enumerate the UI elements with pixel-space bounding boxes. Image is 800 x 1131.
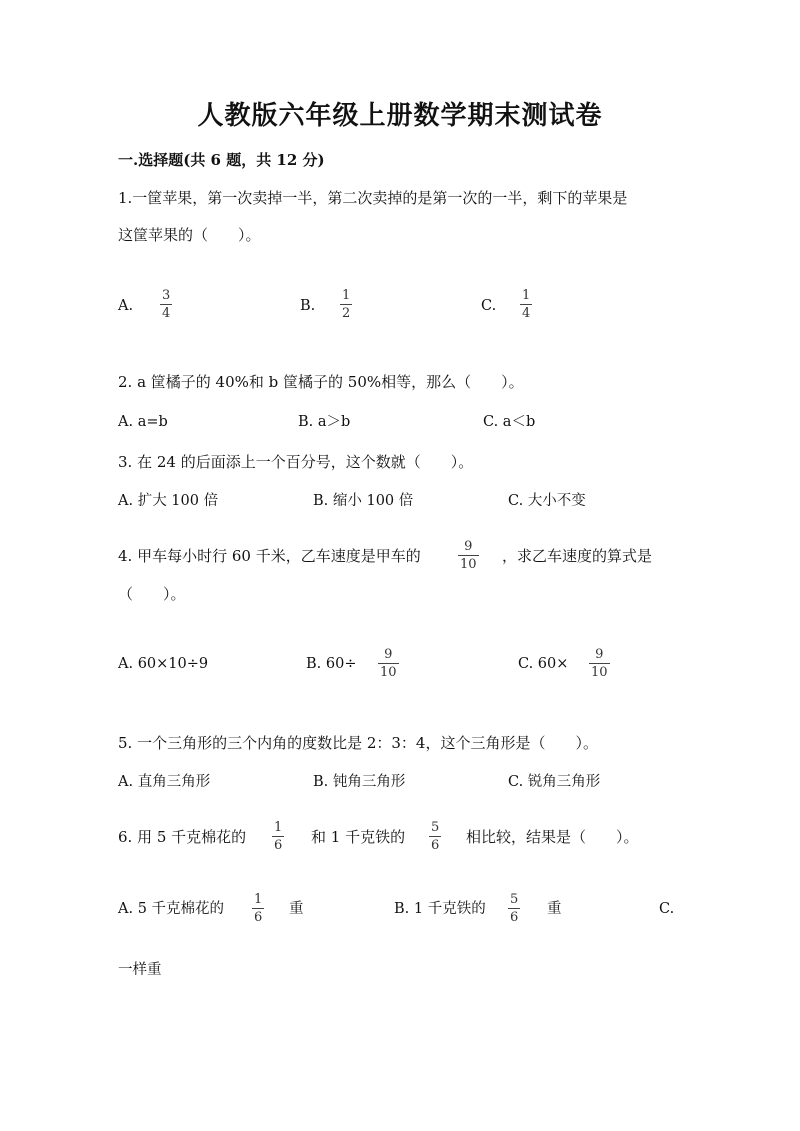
fraction-numerator: 5 <box>431 820 440 835</box>
question-2-text: 2. a 筐橘子的 40%和 b 筐橘子的 50%相等，那么（ ）。 <box>118 373 524 391</box>
question-4-line-1-start: 4. 甲车每小时行 60 千米，乙车速度是甲车的 <box>118 547 421 565</box>
fraction-denominator: 6 <box>254 910 263 925</box>
question-6-fraction-1 <box>272 820 284 853</box>
fraction-denominator: 10 <box>591 665 608 680</box>
fraction-bar <box>520 304 532 305</box>
fraction-bar <box>272 836 284 837</box>
question-1-option-a-fraction <box>160 288 172 321</box>
fraction-numerator: 1 <box>342 288 351 303</box>
question-2-option-b: B. a＞b <box>298 414 351 430</box>
question-4-line-1-end: ，求乙车速度的算式是 <box>502 547 653 565</box>
question-1-option-c-label: C. <box>481 298 497 314</box>
page-title: 人教版六年级上册数学期末测试卷 <box>197 101 603 131</box>
question-5-option-c: C. 锐角三角形 <box>508 774 601 790</box>
fraction-bar <box>340 304 352 305</box>
fraction-numerator: 1 <box>522 288 531 303</box>
question-2-option-a: A. a=b <box>118 414 168 430</box>
fraction-denominator: 2 <box>342 306 351 321</box>
question-3-option-a: A. 扩大 100 倍 <box>118 493 219 509</box>
fraction-bar <box>160 304 172 305</box>
question-2-option-c: C. a＜b <box>483 414 536 430</box>
question-6-option-a-text: A. 5 千克棉花的 <box>118 901 225 917</box>
question-4-option-a: A. 60×10÷9 <box>118 656 209 672</box>
fraction-denominator: 6 <box>431 838 440 853</box>
fraction-bar <box>429 836 441 837</box>
section-heading: 一.选择题(共 6 题，共 12 分) <box>118 151 325 169</box>
question-4-line-2: （ ）。 <box>118 585 186 603</box>
fraction-denominator: 10 <box>460 557 477 572</box>
question-6-option-c-text: 一样重 <box>118 962 162 978</box>
fraction-numerator: 1 <box>254 892 263 907</box>
fraction-bar <box>252 908 264 909</box>
question-4-fraction <box>458 539 479 572</box>
question-1-option-b-fraction <box>340 288 352 321</box>
question-5-option-a: A. 直角三角形 <box>118 774 211 790</box>
fraction-denominator: 4 <box>162 306 171 321</box>
question-3-option-c: C. 大小不变 <box>508 493 586 509</box>
question-6-option-c-label: C. <box>659 901 675 917</box>
question-6-part-1: 6. 用 5 千克棉花的 <box>118 828 247 846</box>
question-5-text: 5. 一个三角形的三个内角的度数比是 2：3：4，这个三角形是（ ）。 <box>118 734 598 752</box>
fraction-denominator: 4 <box>522 306 531 321</box>
question-6-option-b-text: B. 1 千克铁的 <box>394 901 486 917</box>
question-5-option-b: B. 钝角三角形 <box>313 774 406 790</box>
fraction-denominator: 10 <box>380 665 397 680</box>
fraction-numerator: 9 <box>384 647 393 662</box>
question-1-option-b-label: B. <box>300 298 316 314</box>
question-6-part-3: 相比较，结果是（ ）。 <box>466 828 639 846</box>
fraction-denominator: 6 <box>510 910 519 925</box>
question-6-option-b-suffix: 重 <box>547 901 562 917</box>
question-1-option-c-fraction <box>520 288 532 321</box>
fraction-bar <box>378 663 399 664</box>
question-6-option-b-fraction <box>508 892 520 925</box>
question-4-option-c-fraction <box>589 647 610 680</box>
question-1-line-2: 这筐苹果的（ ）。 <box>118 226 261 244</box>
question-4-option-c: C. 60× <box>518 656 569 672</box>
fraction-numerator: 9 <box>595 647 604 662</box>
question-6-option-a-suffix: 重 <box>289 901 304 917</box>
fraction-numerator: 9 <box>464 539 473 554</box>
question-6-part-2: 和 1 千克铁的 <box>311 828 406 846</box>
fraction-bar <box>508 908 520 909</box>
question-3-text: 3. 在 24 的后面添上一个百分号，这个数就（ ）。 <box>118 453 474 471</box>
question-3-option-b: B. 缩小 100 倍 <box>313 493 414 509</box>
question-1-option-a-label: A. <box>118 298 134 314</box>
question-1-line-1: 1.一筐苹果，第一次卖掉一半，第二次卖掉的是第一次的一半，剩下的苹果是 <box>118 189 628 207</box>
fraction-numerator: 3 <box>162 288 171 303</box>
question-6-fraction-2 <box>429 820 441 853</box>
question-4-option-b-fraction <box>378 647 399 680</box>
fraction-numerator: 1 <box>274 820 283 835</box>
question-6-option-a-fraction <box>252 892 264 925</box>
fraction-denominator: 6 <box>274 838 283 853</box>
fraction-numerator: 5 <box>510 892 519 907</box>
question-4-option-b: B. 60÷ <box>306 656 357 672</box>
fraction-bar <box>458 555 479 556</box>
fraction-bar <box>589 663 610 664</box>
